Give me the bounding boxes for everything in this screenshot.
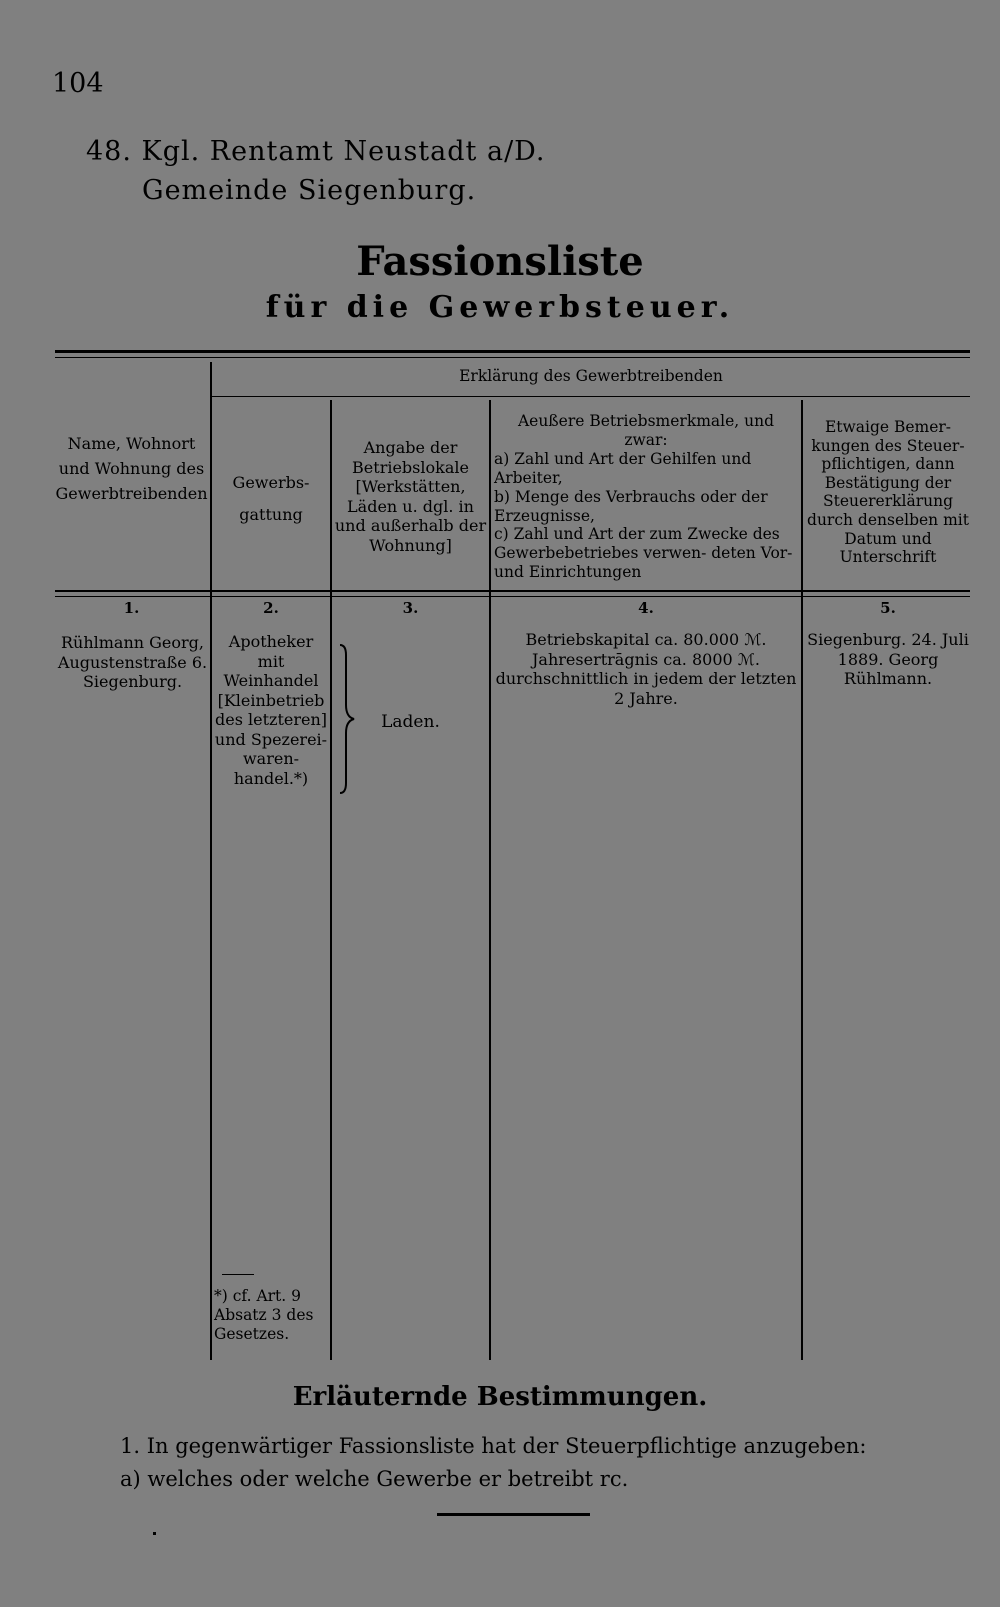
group-header-rule xyxy=(212,396,970,397)
footnote: *) cf. Art. 9 Absatz 3 des Gesetzes. xyxy=(214,1287,314,1343)
row-features: Betriebskapital ca. 80.000 ℳ. Jahresertrāgnis ca. 8000 ℳ. durchschnittlich in jedem der letzten 2 Jahre. xyxy=(495,630,797,708)
col2-header: Gewerbs- gattung xyxy=(232,473,310,524)
col4-number: 4. xyxy=(638,599,654,617)
provision-item-1a: a) welches oder welche Gewerbe er betreibt rc. xyxy=(120,1467,629,1491)
top-rule-thin xyxy=(55,357,970,358)
col4-header-c: c) Zahl und Art der zum Zwecke des Gewerbebetriebes verwen- deten Vor- und Einrichtungen xyxy=(494,525,793,582)
page-number: 104 xyxy=(52,68,104,99)
col4-header xyxy=(494,412,798,582)
document-subtitle: für die Gewerbsteuer. xyxy=(265,290,735,325)
municipality-line: Gemeinde Siegenburg. xyxy=(142,175,477,206)
row-premises: Laden. xyxy=(381,712,440,732)
col-divider-4 xyxy=(801,400,803,1360)
row-remarks: Siegenburg. 24. Juli 1889. Georg Rühlmann. xyxy=(807,630,969,689)
office-line: 48. Kgl. Rentamt Neustadt a/D. xyxy=(86,136,546,167)
row-name: Rühlmann Georg, Augustenstraße 6. Siegenburg. xyxy=(57,633,208,692)
col-divider-1 xyxy=(210,362,212,1360)
col5-number: 5. xyxy=(880,599,896,617)
col-divider-2 xyxy=(330,400,332,1360)
group-header: Erklärung des Gewerbtreibenden xyxy=(459,367,723,385)
header-bottom-rule-thin xyxy=(55,596,970,597)
row-trade: Apotheker mit Weinhandel [Kleinbetrieb des letzteren] und Spezerei- waren- handel.*) xyxy=(214,632,328,788)
col1-header: Name, Wohnort und Wohnung des Gewerbtreibenden xyxy=(55,434,208,503)
col3-header: Angabe der Betriebslokale [Werkstätten, Läden u. dgl. in und außerhalb der Wohnung] xyxy=(334,438,487,555)
stray-dot xyxy=(153,1532,156,1535)
header-bottom-rule xyxy=(55,590,970,592)
provision-item-1: 1. In gegenwärtiger Fassionsliste hat der Steuerpflichtige anzugeben: xyxy=(120,1434,867,1458)
top-rule-thick xyxy=(55,350,970,353)
col4-header-a: a) Zahl und Art der Gehilfen und Arbeiter, xyxy=(494,449,752,487)
col-divider-3 xyxy=(489,400,491,1360)
col5-header: Etwaige Bemer- kungen des Steuer- pflichtigen, dann Bestätigung der Steuererklärung durch denselben mit Datum und Unterschrift xyxy=(807,418,969,567)
provisions-heading: Erläuternde Bestimmungen. xyxy=(292,1382,708,1412)
col4-header-intro: Aeußere Betriebsmerkmale, und zwar: xyxy=(517,412,775,449)
closing-rule xyxy=(437,1513,590,1516)
col4-header-b: b) Menge des Verbrauchs oder der Erzeugnisse, xyxy=(494,487,768,525)
col3-number: 3. xyxy=(402,599,419,617)
col1-number: 1. xyxy=(123,599,140,617)
document-title: Fassionsliste xyxy=(356,238,644,285)
col2-number: 2. xyxy=(263,599,279,617)
footnote-rule xyxy=(222,1274,254,1275)
